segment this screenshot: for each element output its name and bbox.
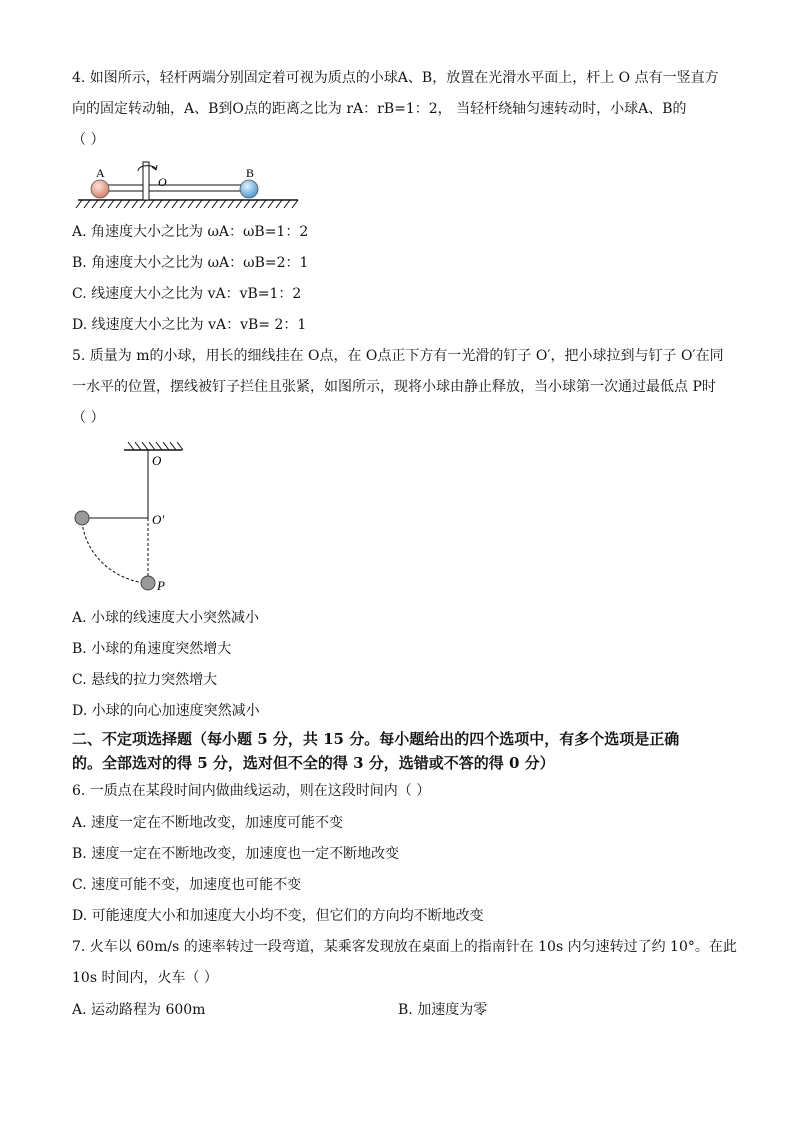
q4-label-a: A [96, 166, 105, 180]
q6-stem: 6. 一质点在某段时间内做曲线运动，则在这段时间内（ ） [72, 783, 431, 799]
q5-stem-line1: 5. 质量为 m的小球，用长的细线挂在 O点，在 O点正下方有一光滑的钉子 O′，把小球拉到与钉子 O′在同 [72, 348, 724, 364]
q4-option-d: D. 线速度大小之比为 vA：vB= 2：1 [72, 317, 307, 333]
q4-option-a: A. 角速度大小之比为 ωA：ωB=1：2 [72, 224, 309, 240]
q4-ball-a [91, 180, 109, 198]
q4-option-c: C. 线速度大小之比为 vA：vB=1：2 [72, 286, 302, 302]
q5-label-o: O [152, 453, 162, 468]
q4-figure [72, 158, 312, 216]
q4-label-o: O [158, 175, 167, 189]
q4-rotation-axis [143, 162, 149, 200]
section2-heading-line1: 二、不定项选择题（每小题 5 分，共 15 分。每小题给出的四个选项中，有多个选项是正确 [72, 730, 680, 748]
q6-option-a: A. 速度一定在不断地改变，加速度可能不变 [72, 815, 344, 831]
q4-answer-paren: （ ） [72, 132, 105, 148]
q5-label-p: P [157, 578, 165, 593]
section2-heading-line2: 的。全部选对的得 5 分，选对但不全的得 3 分，选错或不答的得 0 分） [72, 754, 555, 772]
q6-option-b: B. 速度一定在不断地改变，加速度也一定不断地改变 [72, 846, 400, 862]
q4-stem-line1: 4. 如图所示，轻杆两端分别固定着可视为质点的小球A、B，放置在光滑水平面上，杆上 O 点有一竖直方 [72, 70, 719, 86]
q5-ball-lowest [141, 576, 155, 590]
q4-ball-b [240, 180, 258, 198]
q5-ceiling-hatch [128, 442, 183, 450]
q6-option-d: D. 可能速度大小和加速度大小均不变，但它们的方向均不断地改变 [72, 908, 484, 924]
q5-figure [72, 440, 212, 598]
q7-stem-line1: 7. 火车以 60m/s 的速率转过一段弯道，某乘客发现放在桌面上的指南针在 10s 内匀速转过了约 10°。在此 [72, 939, 737, 955]
q5-option-d: D. 小球的向心加速度突然减小 [72, 703, 260, 719]
q5-dashed-arc [82, 522, 144, 583]
q4-label-b: B [246, 166, 255, 180]
q5-option-a: A. 小球的线速度大小突然减小 [72, 610, 260, 626]
q5-label-o-prime: O′ [152, 512, 165, 527]
q4-ground-hatch [76, 200, 298, 208]
q5-ball-start [75, 511, 89, 525]
q6-option-c: C. 速度可能不变，加速度也可能不变 [72, 877, 302, 893]
q7-option-b: B. 加速度为零 [398, 1002, 488, 1018]
q7-option-a: A. 运动路程为 600m [72, 1002, 206, 1018]
q5-answer-paren: （ ） [72, 410, 105, 426]
q4-light-rod [108, 185, 250, 191]
q4-stem-line2: 向的固定转动轴，A、B到O点的距离之比为 rA：rB=1：2， 当轻杆绕轴匀速转动时，小球A、B的 [72, 101, 687, 117]
q4-option-b: B. 角速度大小之比为 ωA：ωB=2：1 [72, 255, 309, 271]
q5-stem-line2: 一水平的位置，摆线被钉子拦住且张紧，如图所示，现将小球由静止释放，当小球第一次通过最低点 P时 [72, 379, 716, 395]
q5-option-b: B. 小球的角速度突然增大 [72, 641, 232, 657]
q7-stem-line2: 10s 时间内，火车（ ） [72, 970, 218, 986]
q5-option-c: C. 悬线的拉力突然增大 [72, 672, 218, 688]
